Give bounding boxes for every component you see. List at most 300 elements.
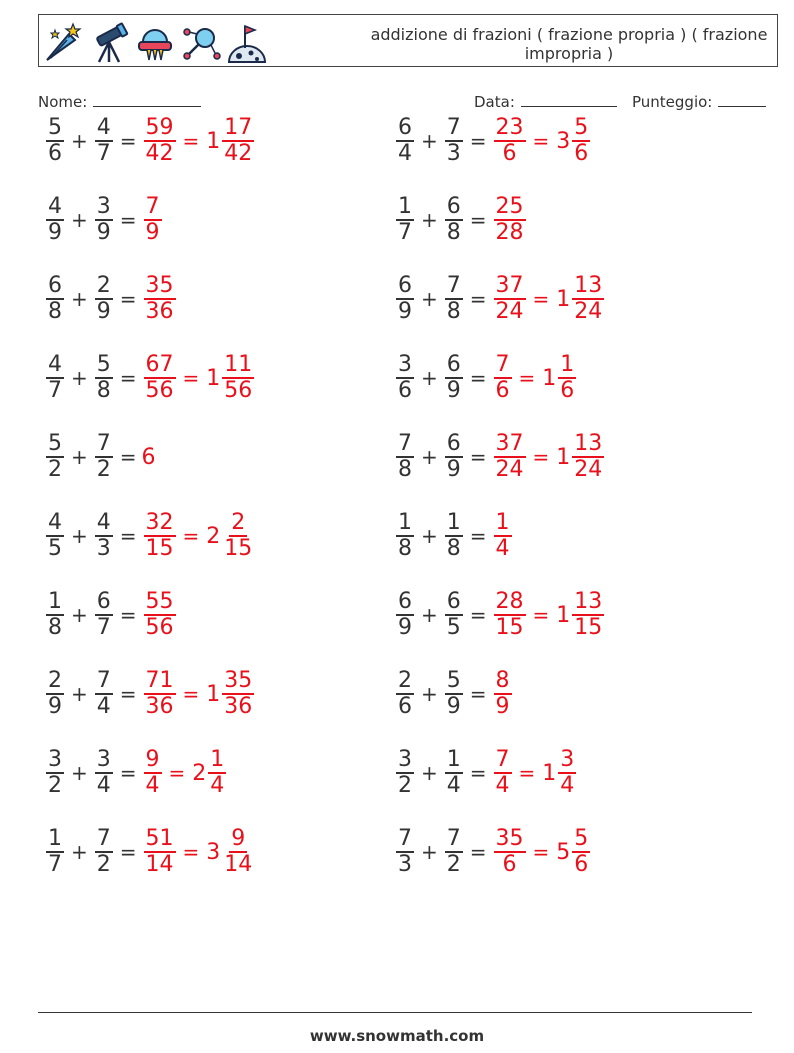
addend-fraction-denominator: 2 [398,773,412,798]
addend-fraction-numerator: 1 [446,747,461,772]
addend-fraction [396,116,414,166]
answer-fraction [144,274,176,324]
answer-fraction-numerator: 37 [495,431,524,456]
equals-sign: = [119,761,137,785]
problem-item [394,422,606,492]
mixed-fraction-denominator: 6 [574,852,589,877]
addend-fraction-denominator: 7 [96,141,111,166]
addend-fraction [95,116,113,166]
plus-sign: + [421,366,438,390]
plus-sign: + [421,445,438,469]
addend-fraction-numerator: 2 [96,273,111,298]
addend-fraction-denominator: 9 [398,615,412,640]
plus-sign: + [71,208,88,232]
mixed-fraction-numerator: 13 [574,273,603,298]
addend-fraction-numerator: 6 [96,589,111,614]
addend-fraction-denominator: 2 [96,852,111,877]
addend-fraction-numerator: 5 [96,352,111,377]
addend-fraction [396,590,414,640]
addend-fraction [445,748,463,798]
plus-sign: + [71,366,88,390]
addend-fraction-denominator: 3 [446,141,461,166]
addend-fraction [95,511,113,561]
plus-sign: + [421,208,438,232]
plus-sign: + [71,603,88,627]
equals-sign: = [532,129,550,153]
addend-fraction-numerator: 3 [96,194,111,219]
answer-fraction [494,353,512,403]
equals-sign: = [469,840,487,864]
date-label: Data: [474,93,515,111]
addend-fraction [396,511,414,561]
answer-fraction-denominator: 4 [145,773,160,798]
addend-fraction [46,195,64,245]
addend-fraction-denominator: 8 [48,615,62,640]
answer-fraction-numerator: 9 [145,747,160,772]
answer-fraction [144,116,176,166]
satellite-icon [181,20,221,64]
problem-item [394,185,528,255]
addend-fraction-denominator: 3 [96,536,111,561]
answer-fraction-denominator: 42 [145,141,174,166]
answer-fraction-denominator: 15 [495,615,524,640]
answer-fraction [494,432,526,482]
equals-sign: = [119,208,137,232]
answer-fraction-numerator: 8 [495,668,510,693]
mixed-fraction-denominator: 42 [224,141,253,166]
mixed-fraction-denominator: 14 [224,852,253,877]
score-field [632,92,766,111]
addend-fraction [46,511,64,561]
addend-fraction-denominator: 6 [398,694,412,719]
equals-sign: = [518,366,536,390]
answer-fraction [144,827,176,877]
worksheet-header [38,14,778,67]
addend-fraction-denominator: 4 [446,773,461,798]
mixed-fraction-numerator: 17 [224,115,253,140]
equals-sign: = [532,603,550,627]
answer-fraction-numerator: 28 [495,589,524,614]
plus-sign: + [71,129,88,153]
equals-sign: = [119,129,137,153]
answer-fraction-denominator: 28 [495,220,524,245]
answer-fraction-denominator: 24 [495,457,524,482]
addend-fraction-denominator: 8 [446,299,461,324]
mixed-fraction-denominator: 24 [574,457,603,482]
addend-fraction-numerator: 5 [446,668,461,693]
addend-fraction-denominator: 5 [446,615,461,640]
moon-flag-icon [227,20,267,64]
addend-fraction-denominator: 2 [48,457,62,482]
addend-fraction-numerator: 5 [48,115,62,140]
addend-fraction-numerator: 4 [48,352,62,377]
plus-sign: + [71,840,88,864]
addend-fraction-numerator: 4 [96,510,111,535]
addend-fraction [46,827,64,877]
equals-sign: = [182,366,200,390]
addend-fraction [95,274,113,324]
answer-fraction-numerator: 51 [145,826,174,851]
icon-strip [43,19,267,65]
addend-fraction-numerator: 3 [398,747,412,772]
date-blank [521,92,617,107]
plus-sign: + [71,524,88,548]
equals-sign: = [119,445,137,469]
addend-fraction-denominator: 4 [96,773,111,798]
mixed-whole: 2 [206,523,221,549]
addend-fraction-denominator: 9 [48,694,62,719]
problem-item [44,422,156,492]
addend-fraction-denominator: 9 [446,378,461,403]
addend-fraction-numerator: 1 [398,194,412,219]
plus-sign: + [421,603,438,627]
problem-item [394,106,592,176]
equals-sign: = [469,208,487,232]
mixed-fraction [222,511,254,561]
plus-sign: + [71,445,88,469]
addend-fraction-denominator: 4 [96,694,111,719]
answer-fraction [144,669,176,719]
plus-sign: + [71,287,88,311]
plus-sign: + [421,287,438,311]
answer-fraction [494,590,526,640]
mixed-fraction-numerator: 2 [231,510,246,535]
mixed-whole: 3 [206,839,221,865]
equals-sign: = [119,682,137,706]
addend-fraction [445,116,463,166]
addend-fraction-numerator: 4 [48,510,62,535]
equals-sign: = [469,129,487,153]
problem-item [44,738,228,808]
equals-sign: = [469,524,487,548]
addend-fraction-denominator: 2 [446,852,461,877]
addend-fraction [46,669,64,719]
answer-fraction [144,353,176,403]
answer-fraction-numerator: 25 [495,194,524,219]
equals-sign: = [182,682,200,706]
equals-sign: = [182,840,200,864]
addend-fraction [46,274,64,324]
plus-sign: + [71,682,88,706]
addend-fraction [95,669,113,719]
addend-fraction-denominator: 7 [96,615,111,640]
answer-fraction [144,195,162,245]
answer-fraction [144,748,162,798]
mixed-fraction-numerator: 5 [574,826,589,851]
mixed-fraction-numerator: 13 [574,589,603,614]
mixed-whole: 2 [192,760,207,786]
addend-fraction-numerator: 7 [96,826,111,851]
mixed-whole: 1 [206,681,221,707]
addend-fraction [445,511,463,561]
comet-icon [43,20,83,64]
addend-fraction [396,274,414,324]
mixed-whole: 1 [556,602,571,628]
addend-fraction [445,827,463,877]
addend-fraction-numerator: 6 [446,589,461,614]
answer-fraction-numerator: 37 [495,273,524,298]
equals-sign: = [119,366,137,390]
addend-fraction [46,116,64,166]
mixed-fraction-denominator: 36 [224,694,253,719]
problem-item [394,501,514,571]
answer-fraction-denominator: 56 [145,378,174,403]
addend-fraction-denominator: 5 [48,536,62,561]
equals-sign: = [119,287,137,311]
addend-fraction [46,432,64,482]
equals-sign: = [119,840,137,864]
mixed-fraction-denominator: 24 [574,299,603,324]
addend-fraction [445,195,463,245]
plus-sign: + [421,761,438,785]
mixed-fraction-denominator: 15 [574,615,603,640]
addend-fraction-denominator: 9 [446,694,461,719]
equals-sign: = [469,682,487,706]
addend-fraction-numerator: 4 [96,115,111,140]
answer-fraction-numerator: 7 [495,352,510,377]
addend-fraction-denominator: 8 [446,536,461,561]
addend-fraction-numerator: 7 [96,431,111,456]
problem-item [394,738,578,808]
mixed-whole: 1 [206,128,221,154]
name-label: Nome: [38,93,88,111]
answer-fraction [494,827,526,877]
problem-item [44,501,256,571]
addend-fraction-numerator: 6 [446,352,461,377]
equals-sign: = [469,761,487,785]
answer-fraction-numerator: 7 [495,747,510,772]
answer-fraction [494,511,512,561]
answer-fraction-denominator: 9 [145,220,160,245]
addend-fraction-denominator: 8 [48,299,62,324]
addend-fraction-numerator: 5 [48,431,62,456]
mixed-whole: 1 [206,365,221,391]
addend-fraction-numerator: 1 [446,510,461,535]
mixed-fraction-numerator: 1 [560,352,575,377]
mixed-whole: 5 [556,839,571,865]
answer-fraction-denominator: 9 [495,694,510,719]
addend-fraction-denominator: 8 [398,457,412,482]
problem-item [394,659,514,729]
addend-fraction-numerator: 3 [48,747,62,772]
problem-item [44,817,256,887]
plus-sign: + [421,524,438,548]
answer-fraction-denominator: 36 [145,694,174,719]
mixed-fraction [572,590,604,640]
answer-fraction [494,116,526,166]
addend-fraction-denominator: 9 [96,299,111,324]
footer-divider [38,1012,752,1013]
addend-fraction-numerator: 3 [96,747,111,772]
score-label: Punteggio: [632,93,713,111]
addend-fraction-denominator: 8 [96,378,111,403]
answer-fraction-denominator: 6 [495,378,510,403]
mixed-fraction-denominator: 4 [560,773,575,798]
addend-fraction-denominator: 7 [48,852,62,877]
addend-fraction-numerator: 3 [398,352,412,377]
addend-fraction-denominator: 2 [96,457,111,482]
equals-sign: = [532,287,550,311]
plus-sign: + [71,761,88,785]
addend-fraction-numerator: 1 [398,510,412,535]
mixed-fraction-denominator: 56 [224,378,253,403]
addend-fraction-denominator: 8 [398,536,412,561]
equals-sign: = [469,287,487,311]
mixed-fraction [222,669,254,719]
answer-fraction-denominator: 36 [145,299,174,324]
answer-fraction-denominator: 4 [495,773,510,798]
addend-fraction-numerator: 7 [446,273,461,298]
answer-fraction-numerator: 1 [495,510,510,535]
addend-fraction-denominator: 4 [398,141,412,166]
addend-fraction [445,432,463,482]
addend-fraction [95,590,113,640]
spaceship-icon [135,20,175,64]
mixed-fraction [572,432,604,482]
mixed-whole: 1 [542,760,557,786]
mixed-fraction-denominator: 6 [560,378,575,403]
addend-fraction [95,432,113,482]
mixed-fraction-numerator: 5 [574,115,589,140]
problem-item [394,264,606,334]
addend-fraction [396,669,414,719]
equals-sign: = [518,761,536,785]
addend-fraction-numerator: 7 [398,826,412,851]
answer-fraction [144,511,176,561]
addend-fraction-numerator: 6 [446,194,461,219]
mixed-whole: 3 [556,128,571,154]
footer-url: www.snowmath.com [309,1027,485,1045]
addend-fraction-numerator: 1 [48,589,62,614]
addend-fraction [396,432,414,482]
telescope-icon [89,20,129,64]
addend-fraction-denominator: 9 [446,457,461,482]
plus-sign: + [421,129,438,153]
equals-sign: = [469,603,487,627]
answer-fraction-numerator: 35 [145,273,174,298]
addend-fraction [445,669,463,719]
mixed-fraction-numerator: 9 [231,826,246,851]
addend-fraction-numerator: 7 [96,668,111,693]
answer-fraction [494,669,512,719]
problem-item [394,343,578,413]
addend-fraction [95,827,113,877]
mixed-fraction-denominator: 6 [574,141,589,166]
mixed-fraction [208,748,226,798]
answer-fraction-denominator: 14 [145,852,174,877]
addend-fraction-numerator: 6 [398,115,412,140]
mixed-fraction [572,827,590,877]
answer-fraction-numerator: 55 [145,589,174,614]
plus-sign: + [421,682,438,706]
addend-fraction-numerator: 6 [398,273,412,298]
mixed-fraction-numerator: 35 [224,668,253,693]
addend-fraction [46,353,64,403]
problem-item [394,817,592,887]
addend-fraction [396,195,414,245]
problem-item [394,580,606,650]
mixed-fraction-numerator: 3 [560,747,575,772]
mixed-fraction [572,116,590,166]
mixed-fraction-denominator: 4 [210,773,225,798]
answer-fraction [494,748,512,798]
answer-fraction-denominator: 56 [145,615,174,640]
problem-item [44,185,164,255]
problem-item [44,343,256,413]
mixed-fraction-denominator: 15 [224,536,253,561]
answer-fraction-numerator: 71 [145,668,174,693]
addend-fraction [95,353,113,403]
addend-fraction-numerator: 4 [48,194,62,219]
addend-fraction-denominator: 6 [48,141,62,166]
addend-fraction [445,274,463,324]
mixed-fraction [222,827,254,877]
plus-sign: + [421,840,438,864]
equals-sign: = [119,524,137,548]
mixed-fraction [222,353,254,403]
equals-sign: = [532,840,550,864]
equals-sign: = [182,524,200,548]
addend-fraction [46,590,64,640]
mixed-fraction-numerator: 1 [210,747,225,772]
answer-fraction [144,590,176,640]
answer-fraction-denominator: 24 [495,299,524,324]
answer-fraction [494,274,526,324]
addend-fraction-denominator: 8 [446,220,461,245]
name-blank [93,92,201,107]
problem-item [44,264,178,334]
answer-fraction-denominator: 6 [502,141,517,166]
answer-fraction-numerator: 35 [495,826,524,851]
answer-fraction-numerator: 59 [145,115,174,140]
equals-sign: = [168,761,186,785]
addend-fraction [95,195,113,245]
mixed-fraction [222,116,254,166]
addend-fraction-denominator: 7 [48,378,62,403]
answer-fraction-numerator: 7 [145,194,160,219]
score-blank [718,92,766,107]
addend-fraction-numerator: 7 [446,826,461,851]
mixed-fraction-numerator: 13 [574,431,603,456]
mixed-fraction-numerator: 11 [224,352,253,377]
addend-fraction-numerator: 1 [48,826,62,851]
addend-fraction [445,353,463,403]
answer-whole: 6 [141,444,156,470]
addend-fraction [46,748,64,798]
problem-item [44,106,256,176]
worksheet-title: addizione di frazioni ( frazione propria ) ( frazione impropria ) [370,25,768,63]
addend-fraction-numerator: 2 [398,668,412,693]
answer-fraction-denominator: 6 [502,852,517,877]
mixed-fraction [558,353,576,403]
addend-fraction-denominator: 7 [398,220,412,245]
addend-fraction-denominator: 9 [398,299,412,324]
answer-fraction-denominator: 4 [495,536,510,561]
addend-fraction [95,748,113,798]
answer-fraction-numerator: 67 [145,352,174,377]
answer-fraction [494,195,526,245]
equals-sign: = [469,366,487,390]
addend-fraction-numerator: 7 [398,431,412,456]
answer-fraction-numerator: 23 [495,115,524,140]
addend-fraction [396,748,414,798]
problem-item [44,580,178,650]
addend-fraction-denominator: 3 [398,852,412,877]
mixed-fraction [572,274,604,324]
mixed-whole: 1 [556,286,571,312]
addend-fraction-denominator: 2 [48,773,62,798]
addend-fraction-numerator: 2 [48,668,62,693]
